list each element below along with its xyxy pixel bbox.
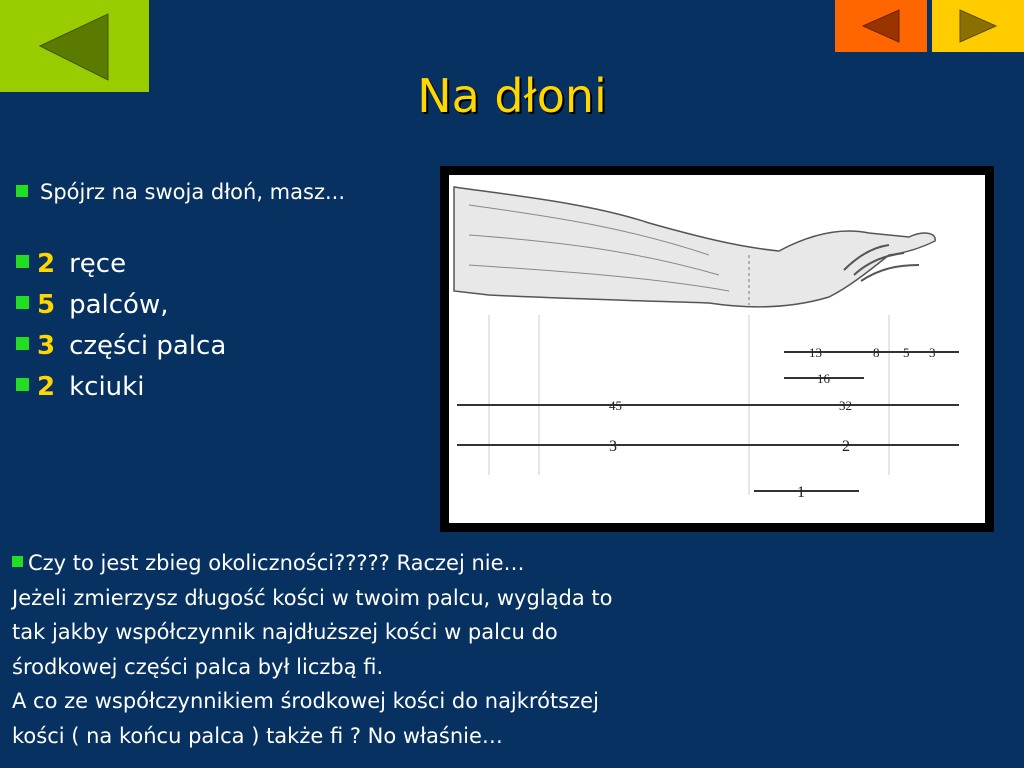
paragraph-line: kości ( na końcu palca ) także fi ? No właśnie… — [12, 723, 503, 748]
arm-diagram-image — [449, 175, 985, 523]
list-item — [16, 244, 226, 285]
list-item — [16, 367, 226, 408]
figure-label-3-lower: 3 — [609, 438, 617, 455]
figure-label-16: 16 — [817, 371, 830, 386]
bullet-square-icon — [16, 337, 29, 350]
paragraph-line: Czy to jest zbieg okoliczności????? Raczej nie… — [12, 546, 772, 581]
paragraph-line: tak jakby współczynnik najdłuższej kości w palcu do — [12, 620, 558, 645]
figure-label-3: 3 — [929, 345, 936, 360]
previous-arrow-icon — [835, 0, 927, 52]
list-item-number: 2 — [37, 249, 56, 279]
bullet-square-icon — [12, 556, 23, 567]
list-item-text: kciuki — [69, 372, 145, 402]
bullet-square-icon — [16, 185, 28, 197]
list-item — [16, 285, 226, 326]
list-item-text: części palca — [69, 331, 227, 361]
next-slide-button[interactable] — [932, 0, 1024, 52]
next-arrow-icon — [932, 0, 1024, 52]
figure-label-5: 5 — [903, 345, 910, 360]
list-item-text: palców, — [69, 290, 169, 320]
figure-label-32: 32 — [839, 398, 852, 413]
figure-label-2: 2 — [842, 438, 850, 455]
figure-label-45: 45 — [609, 398, 622, 413]
previous-slide-button[interactable] — [835, 0, 927, 52]
figure-label-8: 8 — [873, 345, 880, 360]
paragraph-line: Jeżeli zmierzysz długość kości w twoim palcu, wygląda to — [12, 585, 613, 610]
figure-label-1: 1 — [797, 484, 805, 501]
golden-ratio-paragraph — [12, 546, 772, 754]
hand-proportion-figure — [440, 166, 994, 532]
intro-text: Spójrz na swoja dłoń, masz... — [40, 180, 345, 204]
bullet-square-icon — [16, 296, 29, 309]
list-item — [16, 326, 226, 367]
bullet-square-icon — [16, 378, 29, 391]
finger-facts-list — [16, 244, 226, 408]
paragraph-line: środkowej części palca był liczbą fi. — [12, 654, 384, 679]
list-item-number: 2 — [37, 372, 56, 402]
paragraph-line: A co ze współczynnikiem środkowej kości do najkrótszej — [12, 689, 599, 714]
list-item-number: 5 — [37, 290, 56, 320]
intro-bullet — [16, 178, 345, 206]
list-item-number: 3 — [37, 331, 56, 361]
slide-title: Na dłoni — [417, 69, 607, 123]
list-item-text: ręce — [69, 249, 127, 279]
bullet-square-icon — [16, 255, 29, 268]
figure-label-13: 13 — [809, 345, 822, 360]
